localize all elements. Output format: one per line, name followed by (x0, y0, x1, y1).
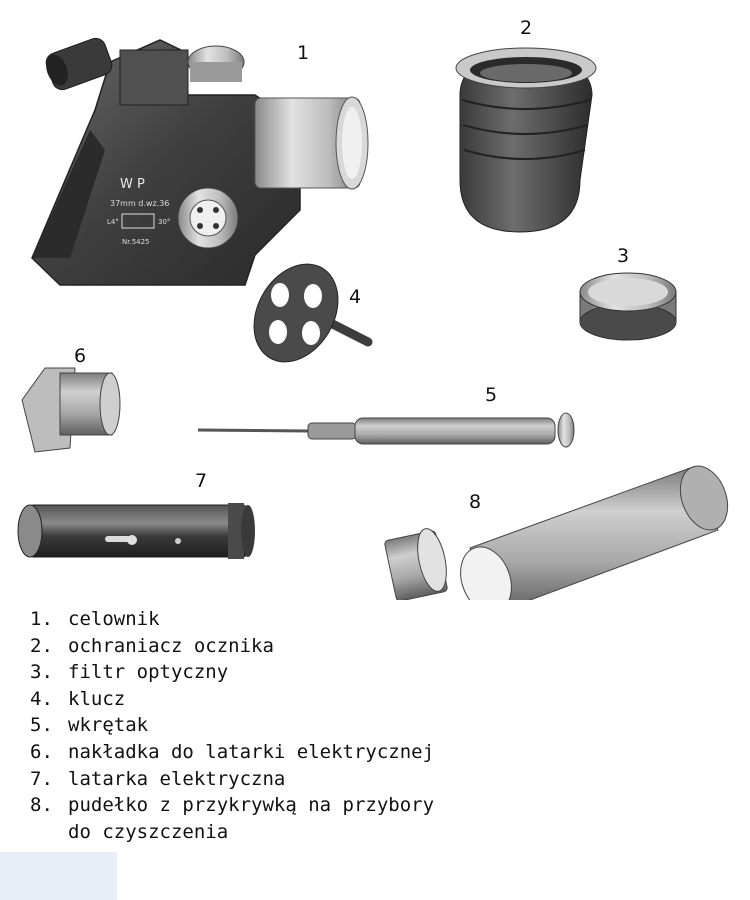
legend-item (30, 739, 434, 766)
legend-index: 8. (30, 794, 53, 817)
legend-text: klucz (68, 687, 126, 710)
legend-index: 3. (30, 661, 53, 684)
sight-model-marking: 37mm d.wz.36 (110, 199, 170, 208)
legend-item (30, 606, 434, 633)
item-number-8: 8 (469, 491, 482, 513)
legend-text: filtr optyczny (68, 661, 229, 684)
legend-index: 2. (30, 634, 53, 657)
legend-index: 7. (30, 767, 53, 790)
item-number-2: 2 (520, 17, 533, 39)
legend-item (30, 766, 434, 793)
sight-serial-marking: Nr.5425 (122, 238, 150, 246)
item-number-4: 4 (349, 286, 362, 308)
screwdriver-item (198, 413, 574, 447)
sight-scale-left: L4° (107, 218, 119, 226)
item-number-5: 5 (485, 384, 498, 406)
legend-item (30, 712, 434, 739)
sight-brand-marking: W P (120, 177, 145, 192)
item-number-6: 6 (74, 345, 87, 367)
flashlight-attachment-item (22, 368, 120, 452)
item-number-3: 3 (617, 245, 630, 267)
legend-item (30, 686, 434, 713)
tube-box-item (384, 459, 736, 600)
legend-index: 5. (30, 714, 53, 737)
legend-text: ochraniacz ocznika (68, 634, 274, 657)
eyepiece-guard-item (456, 48, 596, 232)
sight-item (32, 36, 368, 285)
legend-text-continuation: do czyszczenia (68, 820, 229, 843)
legend-index: 1. (30, 608, 53, 630)
legend-text: pudełko z przykrywką na przybory (68, 794, 435, 817)
legend-text: wkrętak (68, 714, 149, 737)
optical-filter-item (580, 273, 676, 340)
key-item (237, 249, 368, 377)
legend-list (30, 606, 434, 845)
legend-index: 6. (30, 740, 53, 763)
item-number-7: 7 (195, 470, 208, 492)
legend-text: celownik (68, 608, 160, 630)
corner-tint (0, 852, 117, 900)
legend-text: nakładka do latarki elektrycznej (68, 740, 435, 763)
legend-item (30, 633, 434, 660)
legend-item (30, 659, 434, 686)
sight-scale-right: 30° (158, 218, 171, 226)
flashlight-item (18, 503, 255, 559)
legend-index: 4. (30, 687, 53, 710)
legend-item (30, 792, 434, 845)
item-number-1: 1 (297, 42, 310, 64)
legend-text: latarka elektryczna (68, 767, 286, 790)
